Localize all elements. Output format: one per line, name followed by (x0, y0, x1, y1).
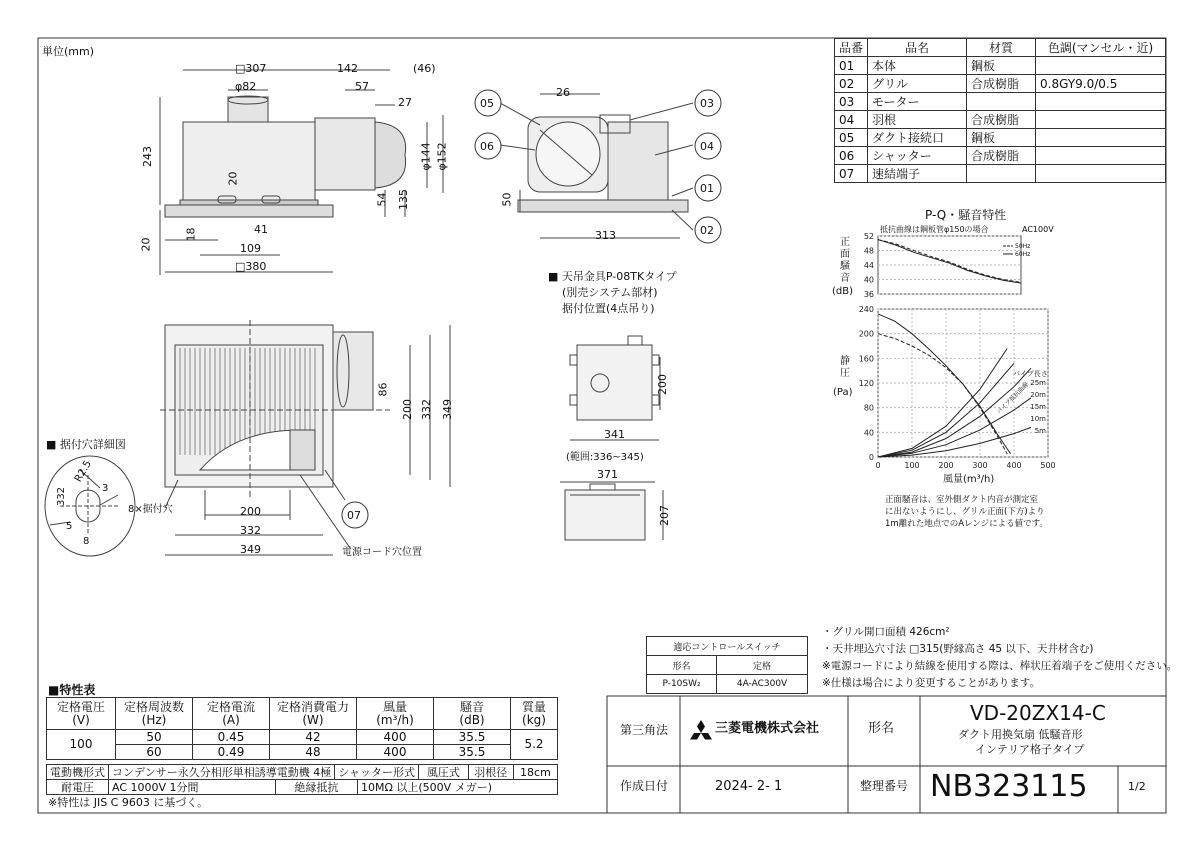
parts-row (835, 111, 1166, 129)
spec-value: AC 1000V 1分間 (109, 780, 276, 795)
spec-label: 絶縁抵抗 (276, 780, 358, 795)
spec-cell: 48 (270, 745, 357, 760)
mount-holes-label: 8×据付穴 (128, 504, 173, 515)
parts-cell: グリル (868, 75, 967, 93)
parts-cell: モーター (868, 93, 967, 111)
spec-value: 10MΩ 以上(500V メガー) (358, 780, 558, 795)
note-line: ※電源コードにより結線を使用する際は、棒状圧着端子をご使用ください。 (822, 660, 1178, 672)
parts-cell (1036, 165, 1166, 183)
spec-label: 羽根径 (468, 765, 513, 780)
pressure-tick: 240 (858, 305, 874, 314)
parts-cell: 本体 (868, 57, 967, 75)
dim-label: 109 (240, 242, 261, 255)
chart-xlabel: 風量(m³/h) (943, 474, 995, 485)
pipe-length-label: パイプ長さ (1013, 370, 1048, 378)
parts-cell: 06 (835, 147, 868, 165)
parts-cell: 0.8GY9.0/0.5 (1036, 75, 1166, 93)
ylabel-char: 正 (840, 237, 850, 248)
spec-cell: 35.5 (434, 730, 511, 745)
spec-cell: 400 (357, 745, 434, 760)
model-desc1: ダクト用換気扇 低騒音形 (958, 728, 1083, 741)
x-tick: 500 (1040, 461, 1056, 470)
spec-header: 騒音 (dB) (434, 698, 511, 730)
spec-label: 電動機形式 (47, 765, 109, 780)
hanger-top (570, 336, 660, 440)
date-label: 作成日付 (620, 779, 669, 793)
switch-header: 形名 (647, 656, 717, 675)
parts-cell: 05 (835, 129, 868, 147)
noise-ylabel-unit: (dB) (832, 286, 854, 297)
parts-row (835, 129, 1166, 147)
parts-header-no: 品番 (835, 39, 868, 57)
pressure-tick: 0 (868, 453, 874, 462)
number-label: 整理番号 (860, 779, 909, 793)
dim-label: 341 (604, 428, 625, 441)
spec-mass: 5.2 (511, 730, 558, 760)
dim-label: 18 (184, 227, 198, 242)
parts-cell (1036, 111, 1166, 129)
x-tick: 400 (1006, 461, 1022, 470)
parts-cell: 速結端子 (868, 165, 967, 183)
spec-header: 定格消費電力 (W) (270, 698, 357, 730)
dim-label: (46) (413, 62, 436, 75)
dim-label: 8 (83, 536, 90, 547)
parts-header-color: 色調(マンセル・近) (1036, 39, 1166, 57)
legend-50hz: 50Hz (1015, 243, 1031, 250)
callout-01: 01 (700, 182, 714, 195)
bottom-view (160, 320, 450, 555)
spec-voltage: 100 (47, 730, 116, 760)
model-label: 形名 (868, 721, 895, 736)
parts-cell (1036, 129, 1166, 147)
page-number: 1/2 (1128, 780, 1146, 793)
spec-cell: 60 (116, 745, 193, 760)
ylabel-char: 音 (840, 273, 850, 284)
dim-label: 200 (656, 374, 669, 395)
cord-hole-label: 電源コード穴位置 (342, 547, 422, 558)
note-line: 1m離れた地点でのAレンジによる値です。 (885, 519, 1048, 529)
spec-label: シャッター形式 (335, 765, 419, 780)
company-name: 三菱電機株式会社 (715, 721, 820, 736)
hanger-title: ■ 天吊金具P-08TKタイプ (548, 270, 677, 283)
date-value: 2024- 2- 1 (715, 779, 783, 794)
pressure-tick: 160 (858, 354, 874, 364)
parts-cell (967, 165, 1036, 183)
legend-60hz: 60Hz (1015, 251, 1031, 258)
callout-06: 06 (480, 140, 494, 153)
parts-row (835, 93, 1166, 111)
dim-label: 3 (102, 483, 109, 494)
parts-cell (1036, 93, 1166, 111)
chart-title: P-Q・騒音特性 (925, 208, 1007, 222)
pressure-tick: 200 (858, 329, 874, 339)
dim-label: 349 (240, 543, 261, 556)
parts-cell: 07 (835, 165, 868, 183)
pq-chart-grid (859, 232, 1056, 470)
spec-header: 質量 (kg) (511, 698, 558, 730)
chart-note-top: 抵抗曲線は鋼板管φ150の場合 (880, 225, 989, 234)
model-number: VD-20ZX14-C (970, 701, 1106, 725)
pipe-length-tick: 20m (1030, 391, 1046, 399)
callout-04: 04 (700, 140, 714, 153)
dim-label: 27 (398, 96, 412, 109)
x-tick: 0 (875, 461, 881, 470)
spec-cell: 35.5 (434, 745, 511, 760)
dim-label: 26 (556, 86, 570, 99)
spec-header: 定格電圧 (V) (47, 698, 116, 730)
pressure-tick: 40 (863, 428, 874, 438)
hanger-sub2: 据付位置(4点吊り) (562, 302, 655, 315)
parts-cell: 01 (835, 57, 868, 75)
pipe-length-tick: 10m (1030, 415, 1046, 423)
parts-cell: 羽根 (868, 111, 967, 129)
note-line: 正面騒音は、室外側ダクト内音が測定室 (885, 495, 1039, 505)
resistance-curve-label: パイプ抵抗曲線 (995, 381, 1031, 416)
switch-model: P-10SW₂ (647, 675, 717, 694)
dim-label: 243 (141, 146, 154, 167)
spec-cell: 50 (116, 730, 193, 745)
note-line: に出ないようにし、グリル正面(下方)より (885, 507, 1045, 517)
x-tick: 300 (972, 461, 988, 470)
dim-label: 207 (658, 505, 671, 526)
note-line: ※仕様は場合により変更することがあります。 (822, 677, 1040, 689)
parts-header-name: 品名 (868, 39, 967, 57)
pipe-length-tick: 25m (1030, 379, 1046, 387)
model-desc2: インテリア格子タイプ (975, 743, 1085, 756)
parts-table (834, 38, 1166, 183)
spec-table-lower2 (46, 779, 558, 795)
dim-label: 200 (401, 399, 414, 420)
ylabel-char: 騒 (840, 261, 850, 272)
spec-cell: 42 (270, 730, 357, 745)
dim-label: 20 (226, 171, 240, 186)
dim-label: 20 (139, 237, 153, 252)
dim-label: (範囲:336~345) (566, 452, 644, 463)
note-line: ・天井埋込穴寸法 □315(野縁高さ 45 以下、天井材含む) (822, 643, 1094, 655)
parts-cell: 02 (835, 75, 868, 93)
dim-label: 5 (66, 521, 73, 532)
pressure-series-15m (878, 368, 1031, 457)
switch-table (646, 636, 808, 694)
dim-label: 200 (240, 505, 261, 518)
parts-cell: 鋼板 (967, 129, 1036, 147)
noise-tick: 36 (863, 290, 874, 299)
note-line: ・グリル開口面積 426cm² (822, 626, 950, 638)
parts-cell: 合成樹脂 (967, 147, 1036, 165)
spec-value: 18cm (513, 765, 557, 780)
ylabel-char: 静 (840, 356, 850, 367)
parts-cell (967, 93, 1036, 111)
dim-label: 313 (595, 229, 616, 242)
dim-label: 332 (420, 399, 433, 420)
pipe-length-tick: 5m (1034, 427, 1046, 435)
pressure-tick: 120 (858, 379, 874, 388)
dim-label: 332 (240, 524, 261, 537)
parts-row (835, 57, 1166, 75)
dim-label: 50 (500, 192, 514, 207)
dim-label: □307 (235, 62, 267, 75)
parts-row (835, 165, 1166, 183)
notes (822, 624, 1177, 692)
dim-label: □380 (235, 260, 267, 273)
dim-label: 54 (375, 192, 389, 207)
switch-table-title: 適応コントロールスイッチ (647, 637, 808, 656)
side-view (500, 94, 693, 238)
dim-label: 57 (355, 80, 369, 93)
dim-label: φ82 (235, 80, 257, 93)
spec-label: 耐電圧 (47, 780, 109, 795)
noise-series-50hz (878, 240, 1021, 284)
spec-title: ■特性表 (48, 683, 96, 697)
spec-header: 定格周波数 (Hz) (116, 698, 193, 730)
parts-cell: シャッター (868, 147, 967, 165)
spec-value: コンデンサー永久分相形単相誘導電動機 4極 (109, 765, 335, 780)
dim-label: 371 (597, 468, 618, 481)
dim-label: φ144 (419, 142, 433, 171)
x-tick: 100 (904, 461, 920, 470)
parts-cell: 鋼板 (967, 57, 1036, 75)
noise-tick: 52 (863, 232, 874, 241)
noise-ylabel (838, 237, 852, 285)
spec-header: 風量 (m³/h) (357, 698, 434, 730)
callout-05: 05 (480, 97, 494, 110)
switch-header: 定格 (717, 656, 808, 675)
parts-cell: 04 (835, 111, 868, 129)
callout-02: 02 (700, 224, 714, 237)
detail-title: ■ 据付穴詳細図 (46, 438, 126, 451)
chart-voltage: AC100V (1022, 225, 1054, 234)
pq-chart-series (878, 240, 1031, 457)
hanger-sub1: (別売システム部材) (562, 286, 658, 299)
drawing-number: NB323115 (930, 769, 1088, 804)
dim-label: 135 (397, 189, 410, 210)
dim-label: 41 (254, 223, 268, 236)
unit-label: 単位(mm) (42, 45, 95, 58)
pressure-ylabel-unit: (Pa) (833, 387, 853, 398)
projection-label: 第三角法 (620, 723, 669, 737)
parts-row (835, 147, 1166, 165)
ylabel-char: 面 (840, 249, 850, 260)
noise-tick: 44 (863, 261, 874, 270)
spec-cell: 400 (357, 730, 434, 745)
spec-value: 風圧式 (419, 765, 469, 780)
dim-label: R2.5 (72, 458, 94, 485)
spec-footnote: ※特性は JIS C 9603 に基づく。 (48, 796, 209, 809)
spec-table (46, 697, 558, 760)
spec-header: 定格電流 (A) (193, 698, 270, 730)
parts-cell (1036, 57, 1166, 75)
spec-cell: 0.49 (193, 745, 270, 760)
parts-row (835, 75, 1166, 93)
parts-cell: ダクト接続口 (868, 129, 967, 147)
dim-label: 332 (56, 486, 68, 507)
switch-rating: 4A-AC300V (717, 675, 808, 694)
noise-tick: 48 (863, 246, 874, 256)
parts-cell: 合成樹脂 (967, 75, 1036, 93)
dim-label: 86 (376, 382, 390, 397)
chart-note-bottom (885, 494, 1048, 530)
spec-table-lower (46, 764, 558, 780)
parts-cell (1036, 147, 1166, 165)
dim-label: 142 (337, 62, 358, 75)
callout-07: 07 (347, 509, 361, 522)
hanger-side (560, 482, 663, 540)
parts-cell: 03 (835, 93, 868, 111)
pressure-ylabel (838, 356, 852, 380)
dim-label: 349 (441, 399, 454, 420)
pipe-length-tick: 15m (1030, 403, 1046, 411)
parts-header-material: 材質 (967, 39, 1036, 57)
noise-tick: 40 (863, 275, 874, 285)
ylabel-char: 圧 (840, 368, 850, 379)
pressure-tick: 80 (863, 403, 874, 413)
x-tick: 200 (938, 461, 954, 470)
spec-cell: 0.45 (193, 730, 270, 745)
callout-03: 03 (700, 97, 714, 110)
dim-label: φ152 (435, 142, 449, 171)
parts-cell: 合成樹脂 (967, 111, 1036, 129)
mitsubishi-logo-icon (690, 720, 712, 744)
